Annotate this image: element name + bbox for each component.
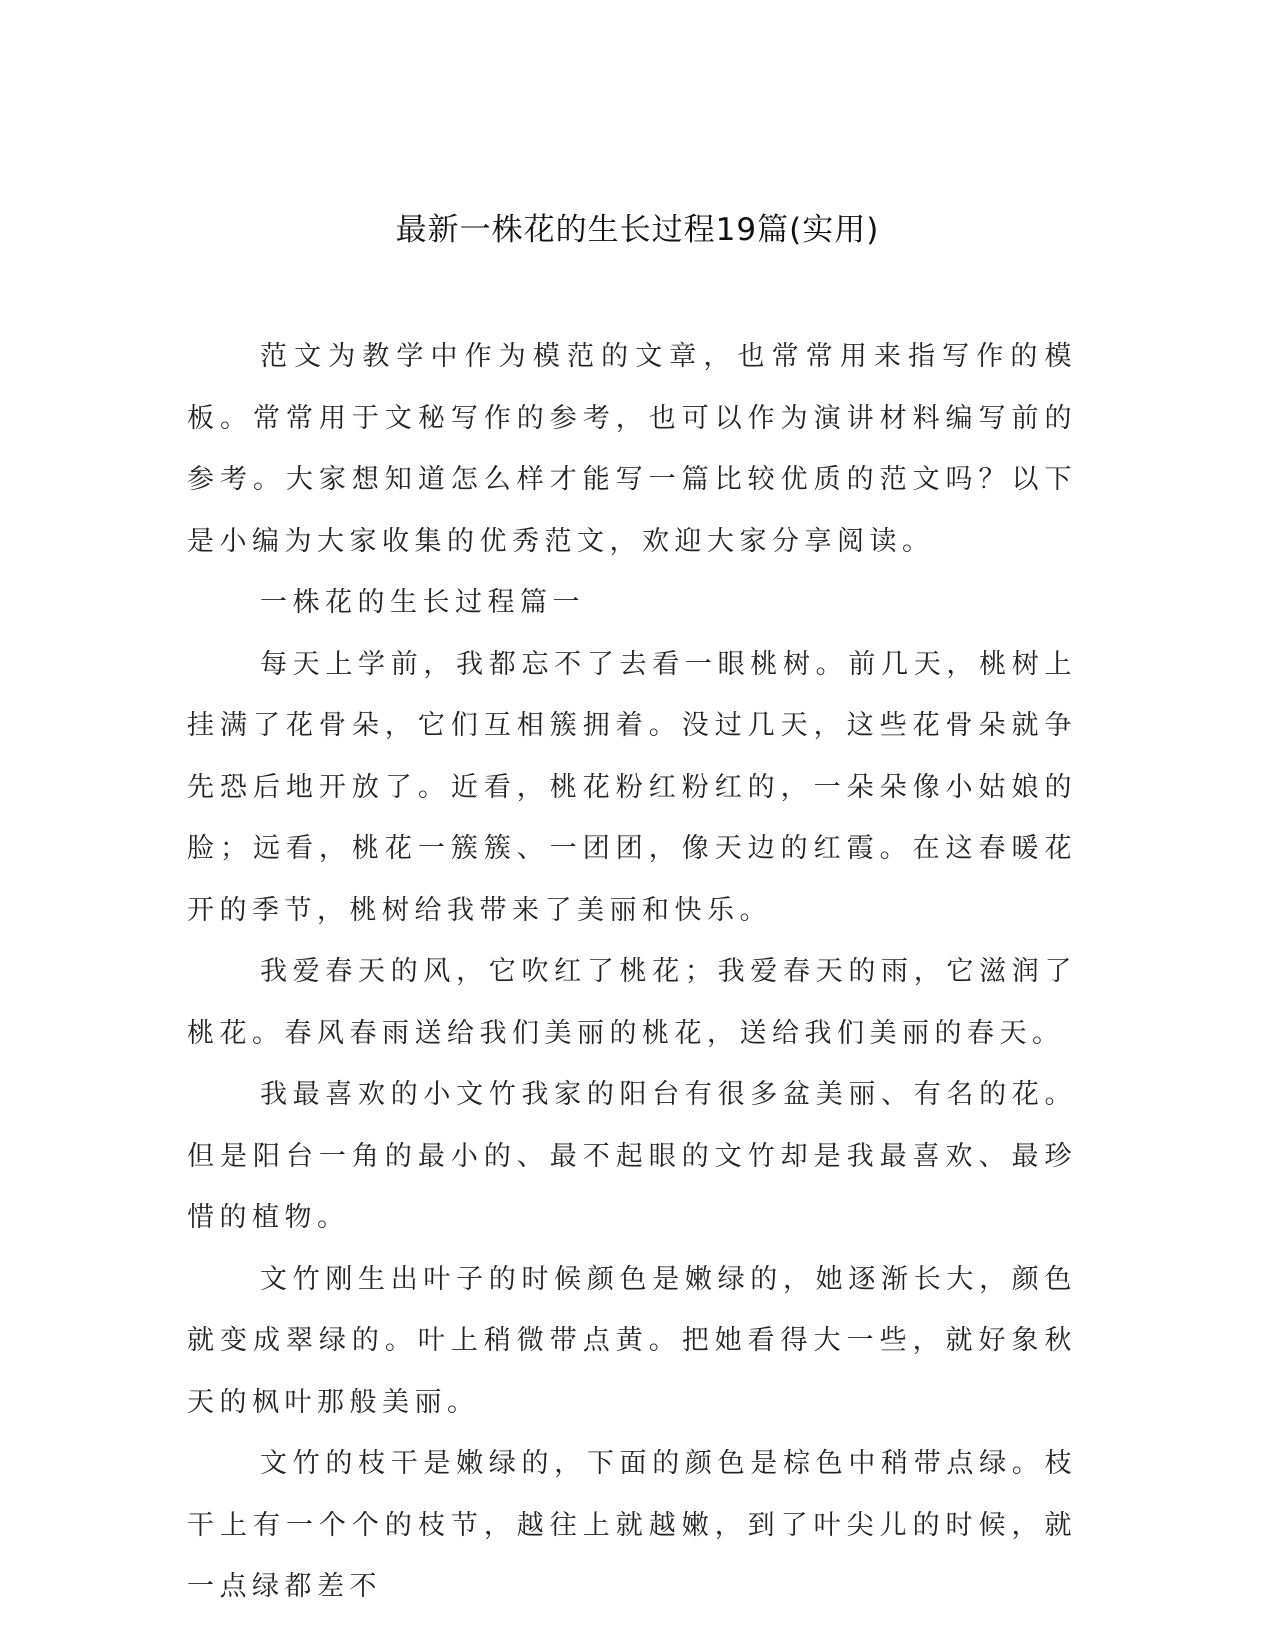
body-paragraph: 每天上学前，我都忘不了去看一眼桃树。前几天，桃树上挂满了花骨朵，它们互相簇拥着。没过几天，这些花骨朵就争先恐后地开放了。近看，桃花粉红粉红的，一朵朵像小姑娘的脸；远看，桃花一簇簇、一团团，像天边的红霞。在这春暖花开的季节，桃树给我带来了美丽和快乐。 bbox=[187, 648, 1077, 926]
body-paragraph: 我爱春天的风，它吹红了桃花；我爱春天的雨，它滋润了桃花。春风春雨送给我们美丽的桃花，送给我们美丽的春天。 bbox=[187, 956, 1077, 1049]
section-heading: 一株花的生长过程篇一 bbox=[260, 587, 585, 618]
body-paragraph: 我最喜欢的小文竹我家的阳台有很多盆美丽、有名的花。但是阳台一角的最小的、最不起眼的文竹却是我最喜欢、最珍惜的植物。 bbox=[187, 1079, 1077, 1233]
document-body bbox=[187, 326, 1077, 1618]
body-paragraph: 文竹刚生出叶子的时候颜色是嫩绿的，她逐渐长大，颜色就变成翠绿的。叶上稍微带点黄。把她看得大一些，就好象秋天的枫叶那般美丽。 bbox=[187, 1263, 1077, 1418]
intro-paragraph: 范文为教学中作为模范的文章，也常常用来指写作的模板。常常用于文秘写作的参考，也可以作为演讲材料编写前的参考。大家想知道怎么样才能写一篇比较优质的范文吗？以下是小编为大家收集的优秀范文，欢迎大家分享阅读。 bbox=[187, 341, 1077, 557]
body-paragraph: 文竹的枝干是嫩绿的，下面的颜色是棕色中稍带点绿。枝干上有一个个的枝节，越往上就越嫩，到了叶尖儿的时候，就一点绿都差不 bbox=[187, 1448, 1077, 1602]
document-title: 最新一株花的生长过程19篇(实用) bbox=[395, 212, 880, 248]
